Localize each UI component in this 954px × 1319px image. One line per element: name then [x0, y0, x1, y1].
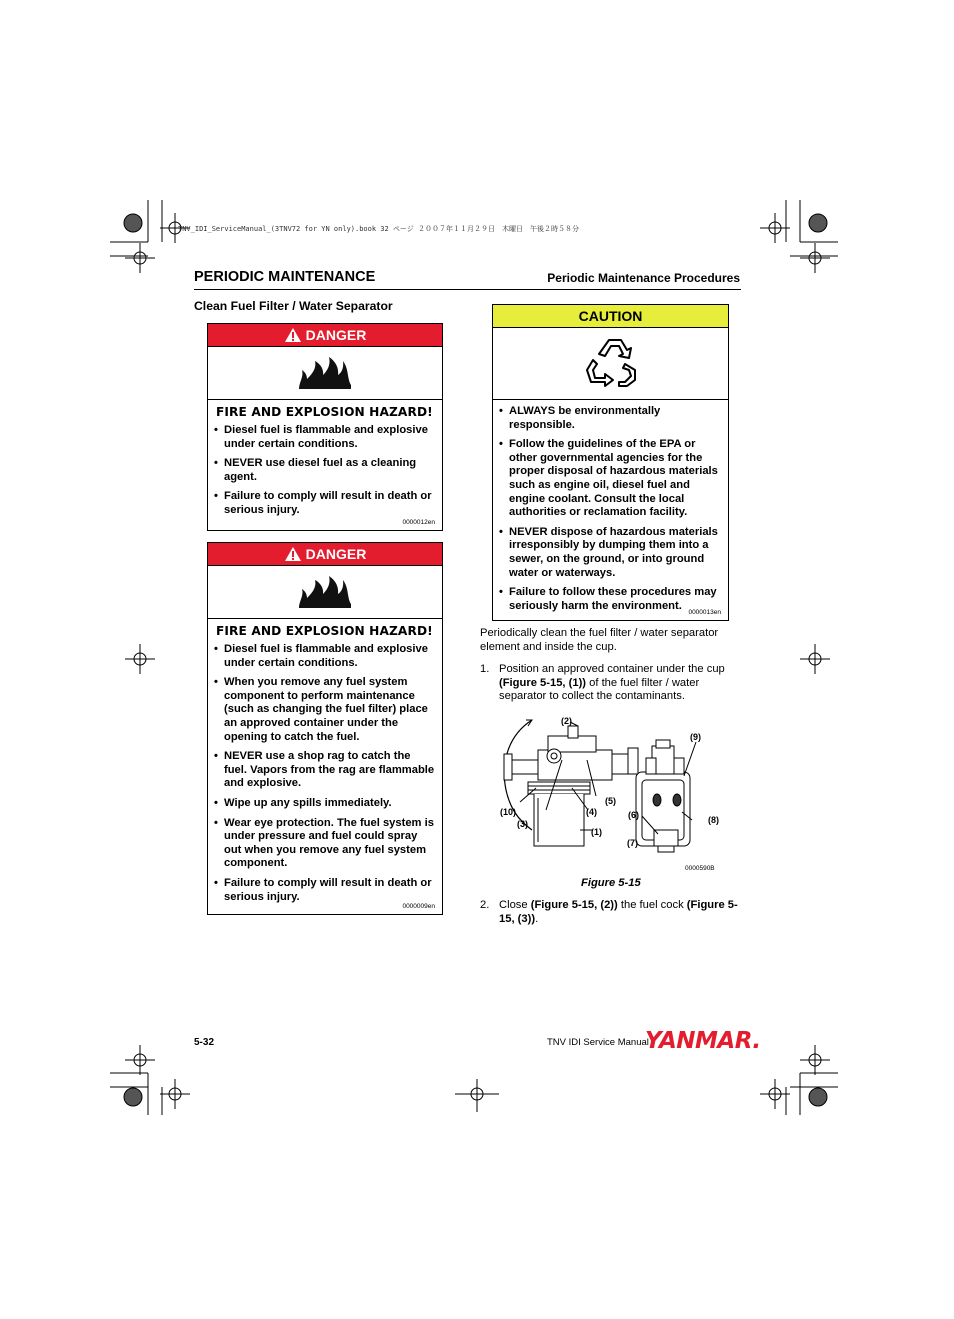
- fuel-filter-figure: [492, 712, 720, 874]
- list-item: • Wear eye protection. The fuel system is under pressure and fuel could spray out when you remove any fuel system component.: [214, 816, 434, 870]
- intro-paragraph: Periodically clean the fuel filter / water separator element and inside the cup.: [480, 627, 719, 653]
- flame-icon: [297, 355, 353, 391]
- danger-label: DANGER: [305, 327, 367, 343]
- hazard-title: FIRE AND EXPLOSION HAZARD!: [216, 405, 433, 419]
- figure-code: 0000590B: [685, 865, 715, 872]
- list-item: • NEVER dispose of hazardous materials irresponsibly by dumping them into a sewer, on the ground, or into ground water or waterways.: [499, 525, 718, 579]
- danger-box-2: [207, 542, 443, 915]
- warning-triangle-icon: [284, 546, 302, 562]
- callout-label: (10): [500, 807, 517, 817]
- figure-reference: (Figure 5-15, (2)): [530, 899, 618, 911]
- flame-icon: [297, 574, 353, 610]
- callout-label: (3): [517, 819, 528, 829]
- list-item: • Diesel fuel is flammable and explosive under certain conditions.: [214, 424, 428, 450]
- page-number: 5-32: [194, 1037, 215, 1048]
- step-2: 2. Close (Figure 5-15, (2)) the fuel cock (Figure 5-15, (3)).: [480, 899, 738, 925]
- warning-triangle-icon: [284, 327, 302, 343]
- manual-title: TNV IDI Service Manual: [547, 1037, 649, 1048]
- label-code: 0000013en: [688, 609, 721, 616]
- label-code: 0000012en: [402, 519, 435, 526]
- danger1-bullet-list: [208, 424, 442, 518]
- section-title: Clean Fuel Filter / Water Separator: [194, 299, 393, 313]
- yanmar-logo: YANMAR.: [645, 1028, 761, 1054]
- fire-pictogram-area: [208, 566, 442, 619]
- recycle-icon: [579, 336, 643, 392]
- callout-label: (8): [708, 815, 719, 825]
- step-number: 1.: [480, 663, 490, 675]
- danger-banner: [208, 543, 442, 566]
- figure-reference: (Figure 5-15, (3)): [499, 899, 738, 925]
- recycle-pictogram-area: [493, 328, 728, 400]
- callout-label: (6): [628, 810, 639, 820]
- list-item: • Wipe up any spills immediately.: [214, 796, 392, 809]
- callout-label: (7): [627, 838, 638, 848]
- step-1: 1. Position an approved container under the cup (Figure 5-15, (1)) of the fuel filter / water separator to collect the contaminants.: [480, 663, 725, 703]
- callout-label: (5): [605, 796, 616, 806]
- caution-label: CAUTION: [578, 308, 643, 324]
- step-number: 2.: [480, 899, 490, 911]
- caution-box: [492, 304, 729, 621]
- header-rule: [194, 289, 741, 290]
- hazard-title: FIRE AND EXPLOSION HAZARD!: [216, 624, 433, 638]
- caution-bullet-list: [493, 405, 728, 613]
- list-item: • Failure to follow these procedures may seriously harm the environment.: [499, 586, 717, 612]
- list-item: • Failure to comply will result in death or serious injury.: [214, 490, 432, 516]
- callout-label: (2): [561, 716, 572, 726]
- callout-label: (9): [690, 732, 701, 742]
- danger-banner: [208, 324, 442, 347]
- callout-label: (4): [586, 807, 597, 817]
- caution-banner: [493, 305, 728, 328]
- danger2-bullet-list: [208, 643, 442, 904]
- callout-label: (1): [591, 827, 602, 837]
- list-item: • Follow the guidelines of the EPA or other governmental agencies for the proper disposal of hazardous materials such as engine oil, diesel fuel and engine coolant. Consult the local authorities or reclamation facility.: [499, 438, 718, 519]
- list-item: • NEVER use diesel fuel as a cleaning agent.: [214, 457, 417, 483]
- label-code: 0000009en: [402, 903, 435, 910]
- list-item: • Diesel fuel is flammable and explosive under certain conditions.: [214, 643, 428, 669]
- fire-pictogram-area: [208, 347, 442, 400]
- danger-label: DANGER: [305, 546, 367, 562]
- danger-box-1: [207, 323, 443, 531]
- list-item: • ALWAYS be environmentally responsible.: [499, 405, 661, 431]
- chapter-title: PERIODIC MAINTENANCE: [194, 269, 376, 285]
- list-item: • When you remove any fuel system component to perform maintenance (such as changing the fuel filter) place an approved container under the opening to catch the fuel.: [214, 676, 428, 743]
- figure-caption: Figure 5-15: [581, 877, 641, 889]
- list-item: • Failure to comply will result in death or serious injury.: [214, 876, 432, 903]
- list-item: • NEVER use a shop rag to catch the fuel. Vapors from the rag are flammable and explosive.: [214, 750, 435, 790]
- section-header: Periodic Maintenance Procedures: [547, 271, 740, 285]
- print-info-line: TNV_IDI_ServiceManual_(3TNV72 for YN only).book 32 ページ ２００７年１１月２９日 木曜日 午後２時５８分: [178, 225, 580, 233]
- figure-reference: (Figure 5-15, (1)): [499, 676, 587, 689]
